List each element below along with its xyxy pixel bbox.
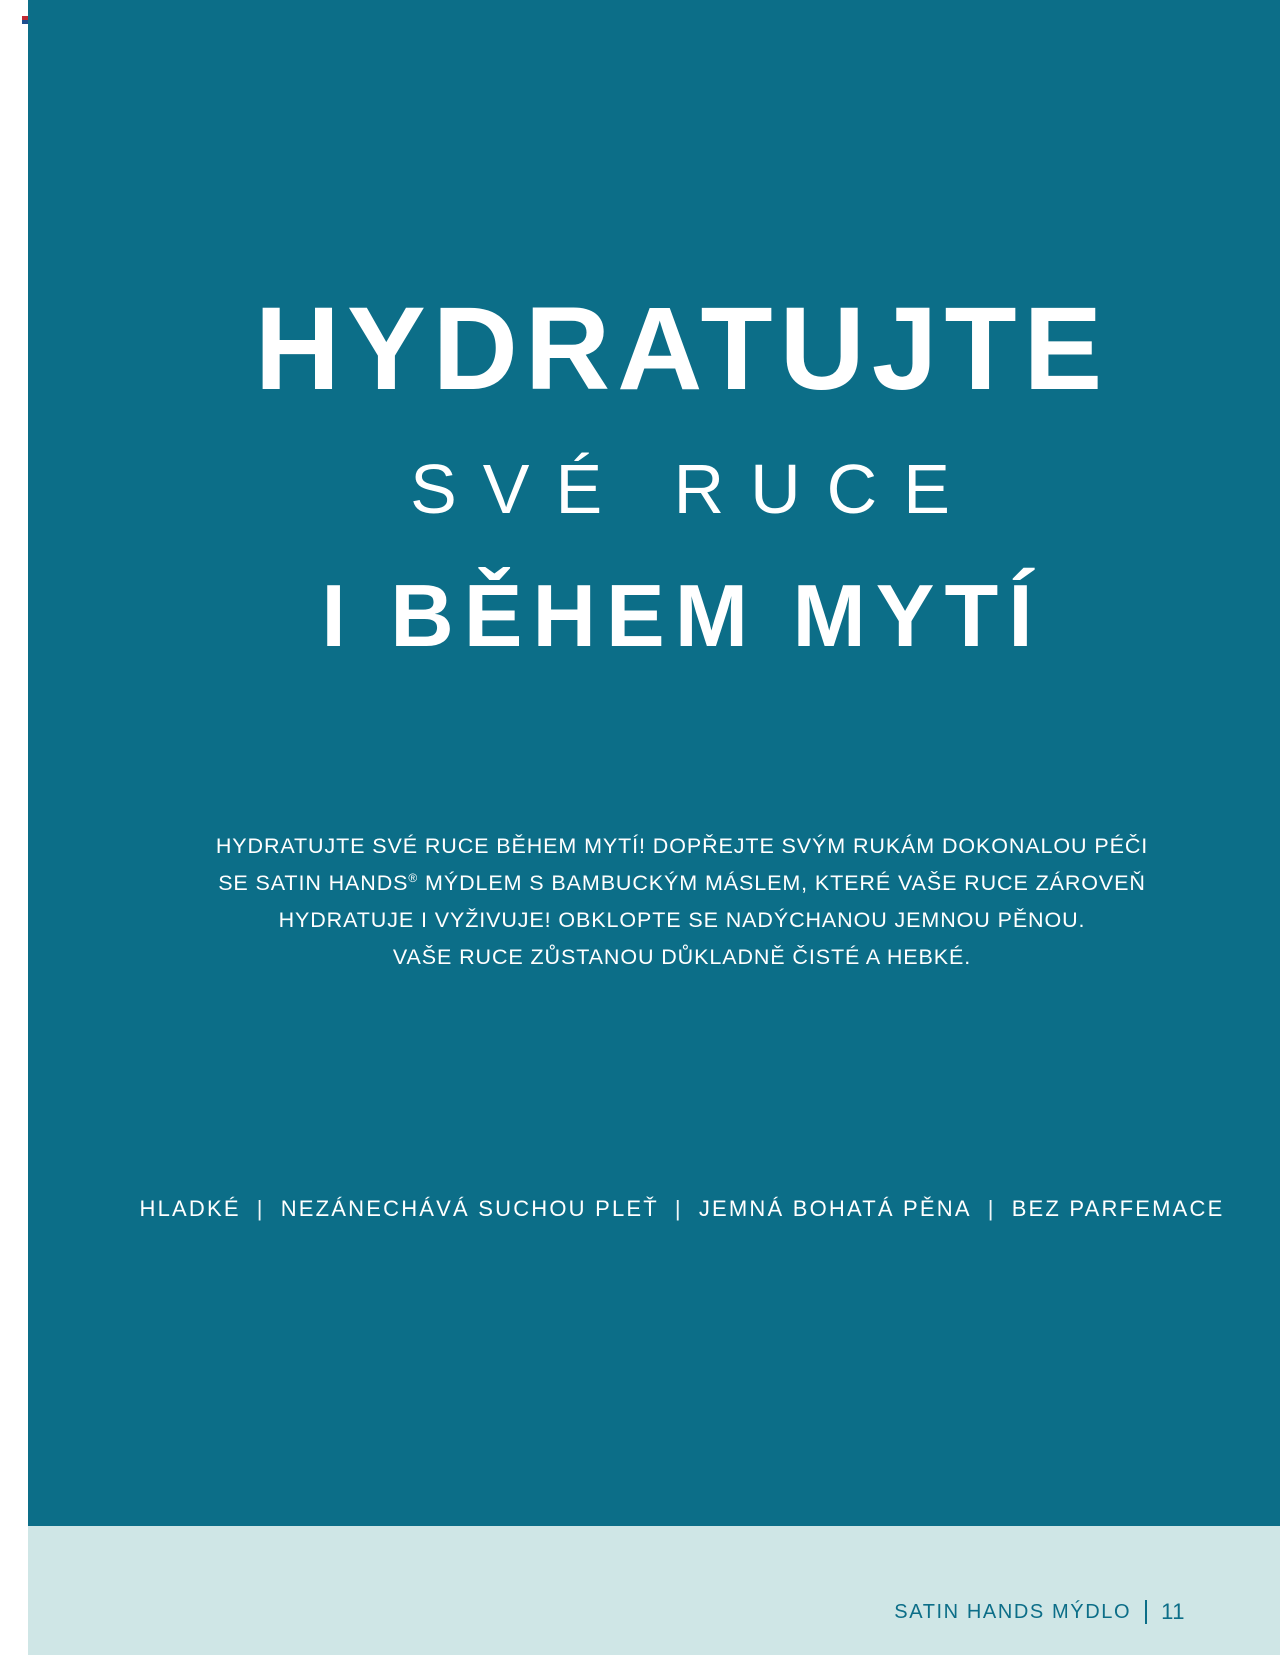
body-copy-line-2-pre: SE SATIN HANDS [218,870,409,895]
page-gutter [0,0,28,1655]
footer-content [894,1599,1185,1625]
footer-divider [1145,1600,1147,1624]
benefit-separator-1: | [256,1196,265,1221]
registered-trademark-icon: ® [408,870,419,885]
headline-line-1: HYDRATUJTE [254,283,1110,415]
body-copy-line-3: HYDRATUJE I VYŽIVUJE! OBKLOPTE SE NADÝCHANOU JEMNOU PĚNOU. [278,907,1086,932]
headline-line-2: SVÉ RUCE [410,450,976,528]
page-number: 11 [1161,1599,1185,1624]
benefits-list [56,1196,1280,1222]
benefit-item-4: BEZ PARFEMACE [1011,1196,1225,1221]
benefit-separator-3: | [987,1196,996,1221]
footer-section-label: SATIN HANDS MÝDLO [894,1600,1132,1623]
body-copy [56,828,1280,976]
body-copy-line-1: HYDRATUJTE SVÉ RUCE BĚHEM MYTÍ! DOPŘEJTE SVÝM RUKÁM DOKONALOU PÉČI [215,834,1149,858]
footer-band [28,1526,1280,1655]
headline-line-3: I BĚHEM MYTÍ [321,566,1043,665]
headline-block [56,283,1280,665]
body-copy-line-2 [56,865,1280,902]
benefit-separator-2: | [674,1196,683,1221]
body-copy-line-4: VAŠE RUCE ZŮSTANOU DŮKLADNĚ ČISTÉ A HEBKÉ. [392,944,972,969]
body-copy-line-2-post: MÝDLEM S BAMBUCKÝM MÁSLEM, KTERÉ VAŠE RUCE ZÁROVEŇ [418,870,1146,895]
benefit-item-2: NEZÁNECHÁVÁ SUCHOU PLEŤ [280,1196,659,1221]
teal-background-panel [28,0,1280,1526]
benefit-item-1: HLADKÉ [139,1196,241,1221]
benefit-item-3: JEMNÁ BOHATÁ PĚNA [698,1196,972,1221]
